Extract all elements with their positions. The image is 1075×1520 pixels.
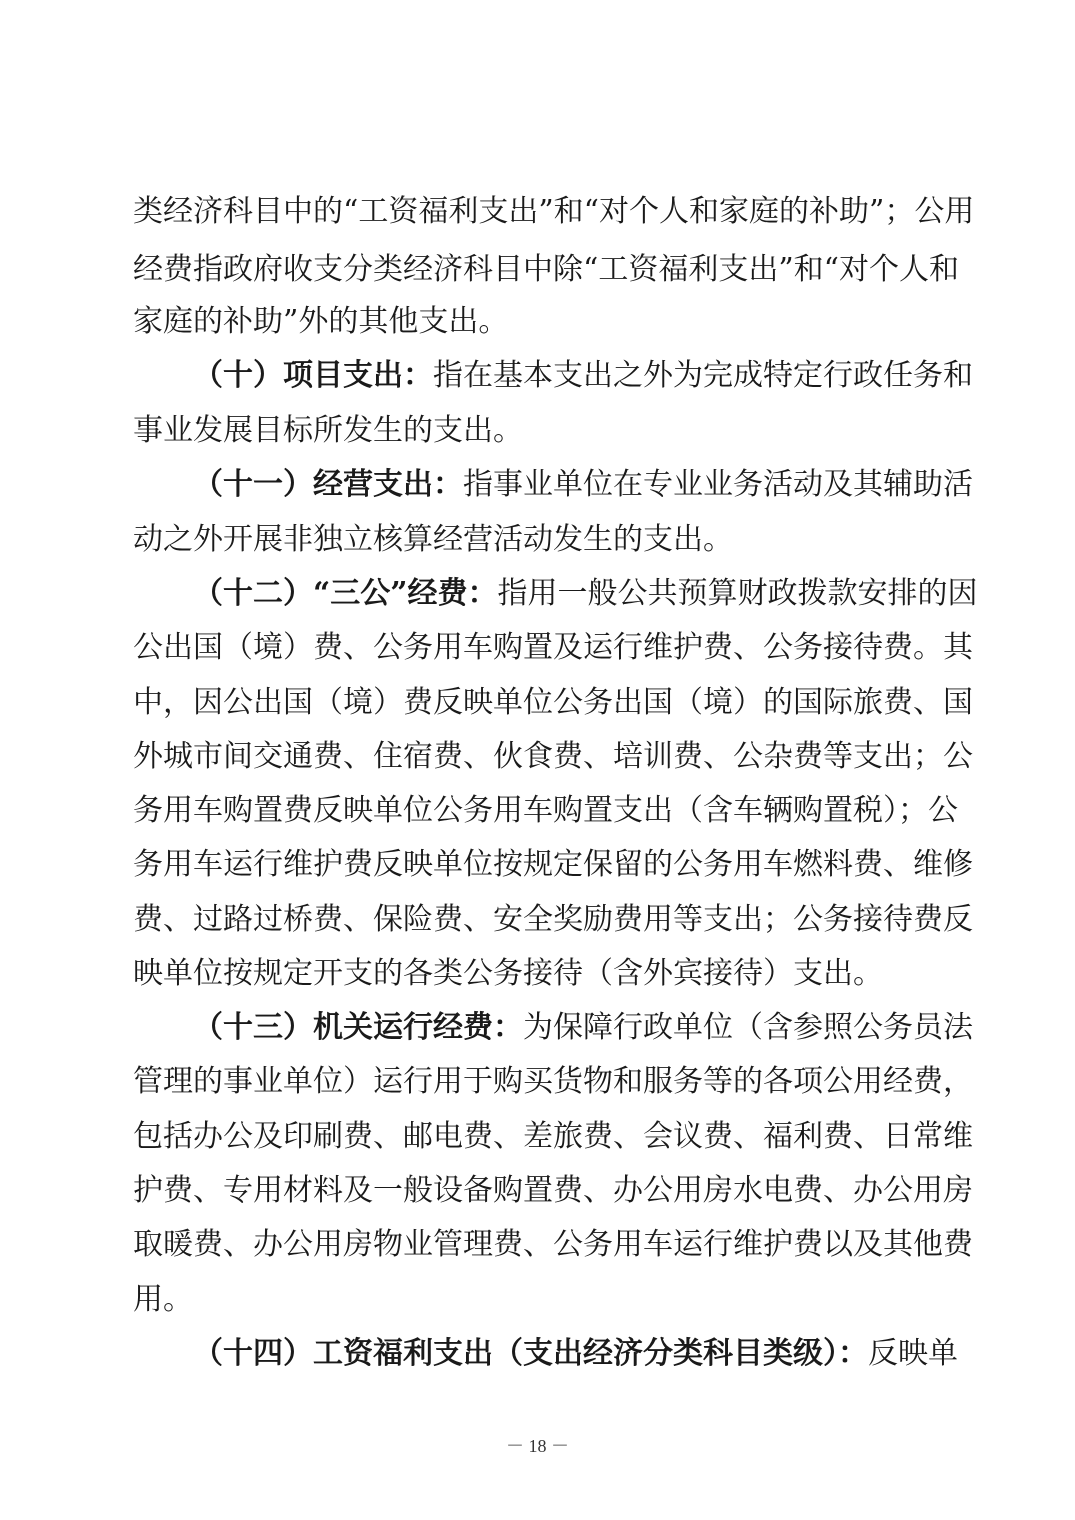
body-line: 务用车购置费反映单位公务用车购置支出（含车辆购置税）；公	[133, 793, 958, 828]
body-line: 务用车运行维护费反映单位按规定保留的公务用车燃料费、维修	[133, 847, 973, 882]
body-line: 事业发展目标所发生的支出。	[133, 413, 523, 448]
body-line: 家庭的补助”外的其他支出。	[133, 304, 509, 339]
body-line: 用。	[133, 1282, 193, 1317]
section-10-line	[193, 356, 973, 396]
body-line: 中，因公出国（境）费反映单位公务出国（境）的国际旅费、国	[133, 685, 973, 720]
body-line: 护费、专用材料及一般设备购置费、办公用房水电费、办公用房	[133, 1173, 973, 1208]
section-body: 指事业单位在专业业务活动及其辅助活	[463, 467, 973, 502]
body-line: 公出国（境）费、公务用车购置及运行维护费、公务接待费。其	[133, 630, 973, 665]
body-line: 管理的事业单位）运行用于购买货物和服务等的各项公用经费，	[133, 1064, 973, 1099]
section-heading: （十二）“三公”经费：	[193, 576, 498, 611]
body-line: 映单位按规定开支的各类公务接待（含外宾接待）支出。	[133, 956, 883, 991]
section-heading: （十一）经营支出：	[193, 467, 463, 502]
section-11-line	[193, 465, 973, 505]
body-line: 类经济科目中的“工资福利支出”和“对个人和家庭的补助”；公用	[133, 194, 975, 229]
section-body: 为保障行政单位（含参照公务员法	[523, 1010, 973, 1045]
section-heading: （十三）机关运行经费：	[193, 1010, 523, 1045]
body-line: 经费指政府收支分类经济科目中除“工资福利支出”和“对个人和	[133, 252, 960, 287]
body-line: 动之外开展非独立核算经营活动发生的支出。	[133, 522, 733, 557]
section-body: 指用一般公共预算财政拨款安排的因	[497, 576, 978, 611]
body-line: 包括办公及印刷费、邮电费、差旅费、会议费、福利费、日常维	[133, 1119, 973, 1154]
section-13-line	[193, 1008, 973, 1048]
body-line: 取暖费、办公用房物业管理费、公务用车运行维护费以及其他费	[133, 1227, 973, 1262]
body-line: 外城市间交通费、住宿费、伙食费、培训费、公杂费等支出；公	[133, 739, 973, 774]
section-heading: （十）项目支出：	[193, 358, 433, 393]
section-12-line	[193, 574, 978, 614]
section-body: 指在基本支出之外为完成特定行政任务和	[433, 358, 973, 393]
page-number: － 18 －	[506, 1436, 569, 1456]
section-14-line	[193, 1334, 958, 1374]
section-body: 反映单	[868, 1336, 958, 1371]
body-line: 费、过路过桥费、保险费、安全奖励费用等支出；公务接待费反	[133, 902, 973, 937]
section-heading: （十四）工资福利支出（支出经济分类科目类级）：	[193, 1336, 868, 1371]
